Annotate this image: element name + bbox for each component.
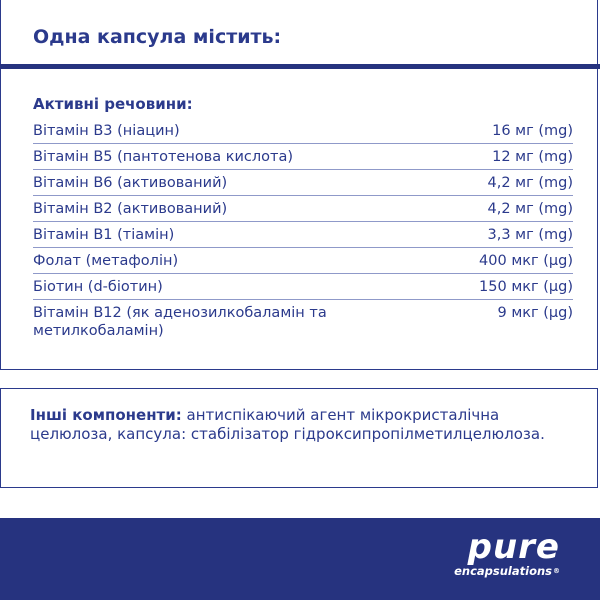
ingredient-row [33, 170, 573, 196]
title-divider [0, 64, 600, 69]
ingredient-name: Фолат (метафолін) [33, 253, 179, 269]
ingredient-amount: 4,2 мг (mg) [487, 201, 573, 217]
ingredient-row [33, 118, 573, 144]
ingredient-row [33, 248, 573, 274]
brand-sub: encapsulations [454, 564, 552, 578]
ingredient-name: Вітамін B2 (активований) [33, 201, 228, 217]
ingredient-amount: 150 мкг (µg) [479, 279, 573, 295]
ingredient-name: Вітамін B1 (тіамін) [33, 227, 175, 243]
ingredient-amount: 16 мг (mg) [492, 123, 573, 139]
ingredient-amount: 3,3 мг (mg) [487, 227, 573, 243]
brand-tagline [454, 564, 560, 578]
ingredient-row [33, 274, 573, 300]
brand-name: pure [467, 527, 560, 567]
ingredient-name: Вітамін B3 (ніацин) [33, 123, 180, 139]
ingredient-name: Біотин (d-біотин) [33, 279, 163, 295]
ingredient-amount: 4,2 мг (mg) [487, 175, 573, 191]
ingredient-row [33, 300, 573, 343]
ingredient-row [33, 222, 573, 248]
registered-mark: ® [553, 567, 560, 575]
ingredients-list [33, 118, 573, 343]
other-components-label: Інші компоненти: [30, 406, 182, 424]
ingredient-amount: 12 мг (mg) [492, 149, 573, 165]
ingredient-name: Вітамін B6 (активований) [33, 175, 228, 191]
ingredient-row [33, 196, 573, 222]
ingredient-name: Вітамін B12 (як аденозилкобаламін та метилкобаламін) [33, 305, 327, 339]
brand-logo [454, 527, 560, 578]
other-components [30, 406, 550, 444]
page-title: Одна капсула містить: [33, 26, 282, 48]
ingredient-amount: 9 мкг (µg) [497, 305, 573, 321]
ingredient-row [33, 144, 573, 170]
active-ingredients-label: Активні речовини: [33, 95, 193, 113]
other-components-text: антиспікаючий агент мікрокристалічна целюлоза, капсула: стабілізатор гідроксипропілметилцелюлоза. [30, 406, 545, 443]
ingredient-name: Вітамін B5 (пантотенова кислота) [33, 149, 294, 165]
ingredient-amount: 400 мкг (µg) [479, 253, 573, 269]
